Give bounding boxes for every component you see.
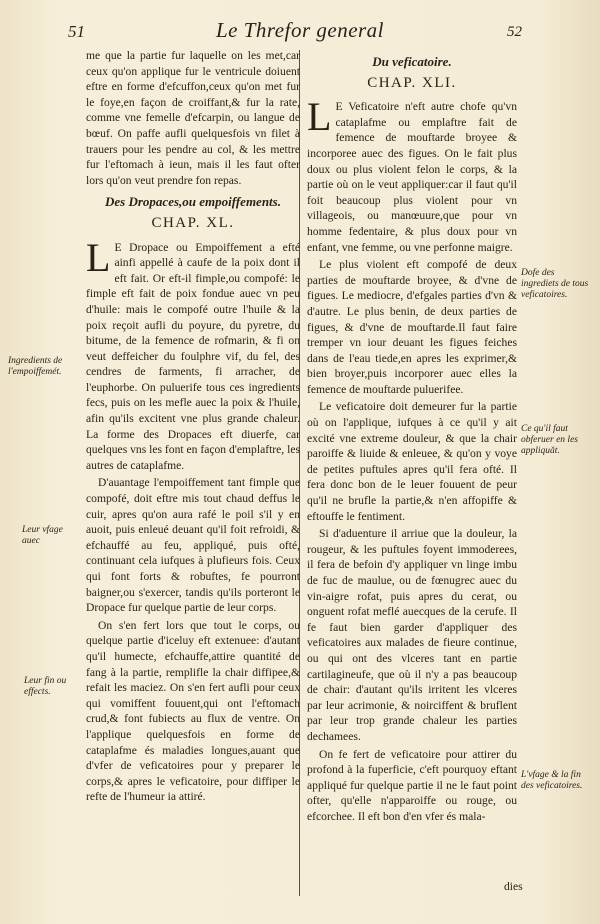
left-chapter-heading: CHAP. XL. bbox=[151, 214, 235, 231]
left-column bbox=[86, 48, 300, 807]
margin-note-purpose: L'vfage & la fin des veficatoires. bbox=[521, 770, 583, 791]
margin-note-usage: Leur vfage auec bbox=[22, 525, 63, 546]
left-para-1: me que la partie fur laquelle on les met,car ceux qu'on applique fur le ventricule doiuent eftre en forme d'efcuffon,ceux qu'on met fur le foye,en façon de croiffant,& fur la rate, comme vne femelle d'efcarpin, ou langue de bœuf. On paffe aufli quelquesfois vn filet à trauers pour les pendre au col, & les mettre fur l'eftomach à ieun, mais il les faut ofter lors qu'on veut prendre fon repas. bbox=[86, 49, 300, 187]
right-para-4: Si d'aduenture il arriue que la douleur, la rougeur, & les puftules foyent immoderees, il fera de befoin d'y appliquer vn linge imbu de fuc de maulue, ou de fœnugrec auec du vin-aigre rofat, puis apres du cerat, ou onguent rofat meflé auecques de la cerufe. Il fe faut bien garder d'appliquer des veficatoires aux malades de fieure continue, ou qui ont des vlceres tant en partie cartilagineufe, que où il n'y a pas beaucoup de chair: d'autant qu'ils irritent les vlceres par leur acrimonie, & noirciffent & bruflent par leur trop grande chaleur les parties dechamees. bbox=[307, 527, 517, 743]
page-header bbox=[0, 18, 600, 44]
page-number-left: 51 bbox=[68, 22, 85, 41]
catchword: dies bbox=[504, 880, 523, 893]
right-para-5: On fe fert de veficatoire pour attirer du profond à la fuperficie, c'eft pourquoy eftant appliqué fur quelque partie il ne le faut point ofter, qu'elle n'apparoiffe ou rouge, ou efcorchee. Il eft bon d'en vfer és mala- bbox=[307, 747, 517, 823]
left-section-title: Des Dropaces,ou empoiffements. bbox=[105, 194, 281, 210]
left-para-3: D'auantage l'empoiffement tant fimple que compofé, doit eftre mis tout chaud deffus le cuir, apres qu'on aura rafé le poil s'il y en auoit, puis enleué deuant qu'il foit refroidi, & efchauffé au feu, appliqué, puis ofté, continuant cela iufques à plufieurs fois. Ceux qui font forts & robuftes, fe pourront baigner,ou s'exercer, tandis qu'ils porteront le Dropace fur quelque partie de leur corps. bbox=[86, 476, 300, 615]
left-para-2: E Dropace ou Empoiffement a efté ainfi appellé à caufe de la poix dont il eft fait. Or eft-il fimple,ou compofé: le fimple eft fait de poix fondue auec vn peu d'huile: mais le compofé outre l'huile & la poix reçoit aufli du poyure, du pyretre, du bitume, de la femence de rofmarin, & fi on veut deffeicher du foulphre vif, du fel, des cendres de farments, fi arracher, de l'euphorbe. On puluerife tous ces ingredients fecs, puis on les mefle auec la poix & l'huile, afin qu'ils excitent vne plus grande chaleur. La forme des Dropaces eft diuerfe, car quelques vns les font en façon d'emplaftre, les autres de cataplafme. bbox=[86, 240, 300, 472]
right-para-3: Le veficatoire doit demeurer fur la partie où on l'applique, iufques à ce qu'il y ait excité vne extreme douleur, & que la chair paroiffe & liuide & enleuee, & qu'on y voye de petites puftules apres qu'il fera ofté. Il fera donc bon de le leuer fouuent de peur qu'il ne brufle la partie,& n'en affopiffe & eftouffe le fentiment. bbox=[307, 400, 517, 523]
left-dropcap: L bbox=[86, 234, 111, 280]
right-chapter-heading: CHAP. XLI. bbox=[367, 74, 457, 91]
right-column bbox=[307, 48, 517, 827]
margin-note-ingredients: Ingredients de l'empoiffemét. bbox=[8, 356, 63, 377]
left-para-4: On s'en fert lors que tout le corps, ou quelque partie d'iceluy eft extenuee: d'autant qu'il humecte, efchauffe,attire quantité de fang à la partie, remplifle la chair diffipee,& refait les maciez. On s'en fert aufli pour ceux qui vomiffent fouuent,qui ont l'eftomach crud,& font fubiects au flux de ventre. On l'applique quelquesfois en forme de cataplafme és maladies longues,auant que d'vfer de veficatoires pour y preparer le corps,& apres le veficatoire, pour diffiper le refte de l'humeur ia attiré. bbox=[86, 618, 300, 804]
running-title: Le Threfor general bbox=[215, 18, 385, 42]
page-number-right: 52 bbox=[507, 24, 522, 40]
right-para-1-wrapper bbox=[307, 94, 517, 255]
margin-note-effects: Leur fin ou effects. bbox=[24, 676, 67, 697]
left-para-2-wrapper bbox=[86, 234, 300, 474]
right-para-1: E Veficatoire n'eft autre chofe qu'vn cataplafme ou emplaftre fait de femence de mouftarde broyee & incorporee auec des figues. On le fait plus doux ou plus violent felon le corps, & la partie où on le veut appliquer:car il faut qu'il foit beaucoup plus violent pour vn villageois, ou manœuure,que pour vn homme fedentaire, & plus doux pour vn enfant, vne femme, ou vne perfonne maigre. bbox=[307, 100, 517, 254]
right-para-2: Le plus violent eft compofé de deux parties de mouftarde broyee, & d'vne de figues. Le mediocre, d'efgales parties d'vn & d'autre. Le plus benin, de deux parties de figues, & d'vne de mouftarde.Il faut faire tremper vn iour deuant les figues feiches dans de l'eau tiede,en apres les exprimer,& bien broyer,puis incorporer auec elles la femence de mouftarde puluerifee. bbox=[307, 258, 517, 396]
right-dropcap: L bbox=[307, 94, 332, 140]
right-section-title: Du veficatoire. bbox=[372, 54, 452, 69]
margin-note-dose: Dofe des ingrediets de tous veficatoires. bbox=[521, 268, 589, 300]
margin-note-application: Ce qu'il faut obferuer en les appliquăt. bbox=[521, 424, 578, 456]
